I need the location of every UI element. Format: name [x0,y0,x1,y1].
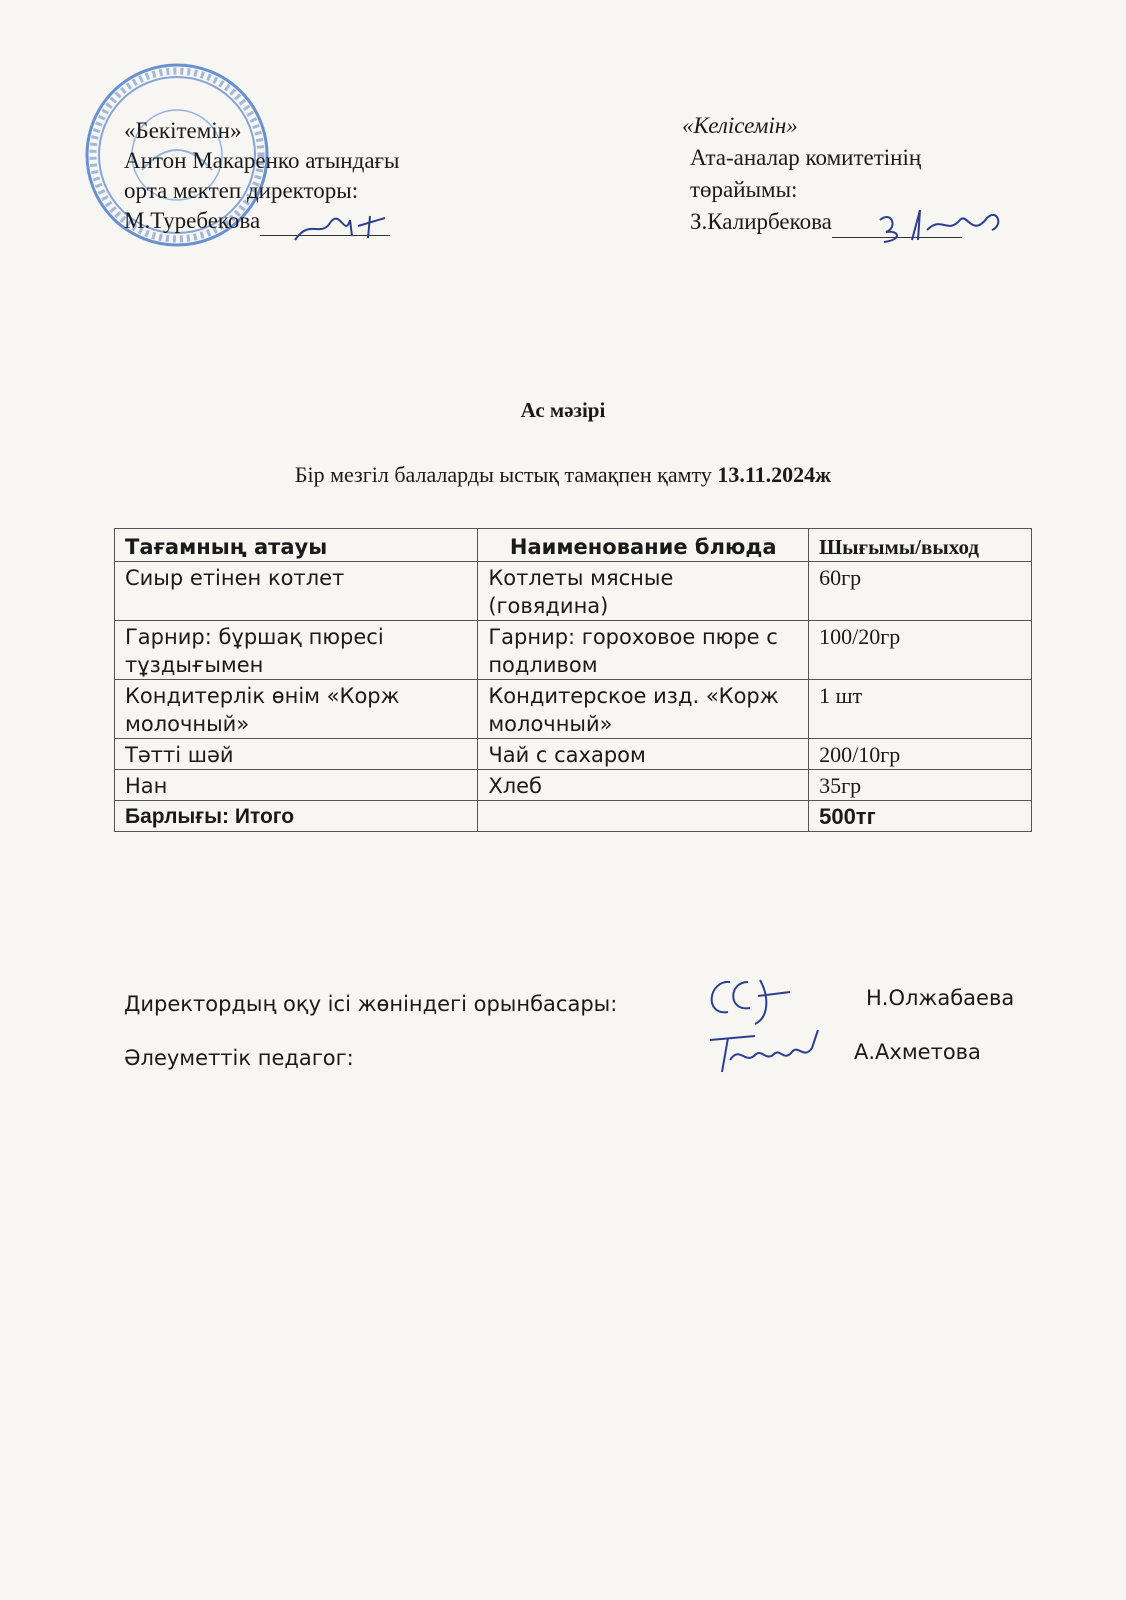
cell-output: 200/10гр [809,739,1032,770]
cell-kazakh-name: Нан [115,770,478,801]
table-row [115,562,1032,621]
cell-russian-name: Котлеты мясные (говядина) [478,562,809,621]
cell-kazakh-name: Тәтті шәй [115,739,478,770]
header-output: Шығымы/выход [809,529,1032,562]
document-subtitle [0,462,1126,488]
subtitle-date: 13.11.2024ж [717,462,832,487]
table-row [115,621,1032,680]
pedagog-name: А.Ахметова [854,1040,981,1064]
total-label: Барлығы: Итого [115,801,478,832]
deputy-signature-icon [700,968,795,1028]
cell-output: 60гр [809,562,1032,621]
pedagog-signature-icon [700,1020,830,1080]
header-kazakh-name: Тағамның атауы [115,529,478,562]
agreement-signer: З.Калирбекова [690,209,832,234]
cell-kazakh-name: Кондитерлік өнім «Корж молочный» [115,680,478,739]
cell-russian-name: Гарнир: гороховое пюре с подливом [478,621,809,680]
cell-output: 35гр [809,770,1032,801]
cell-kazakh-name: Гарнир: бұршақ пюресі тұздығымен [115,621,478,680]
approval-line-1: Антон Макаренко атындағы [124,148,400,173]
deputy-name: Н.Олжабаева [866,986,1015,1010]
cell-russian-name: Кондитерское изд. «Корж молочный» [478,680,809,739]
total-value: 500тг [809,801,1032,832]
agreement-heading: «Келісемін» [682,113,798,138]
table-header-row [115,529,1032,562]
total-empty-cell [478,801,809,832]
table-row [115,770,1032,801]
director-signature-icon [290,208,400,248]
agreement-line-2: төрайымы: [690,177,798,202]
header-russian-name: Наименование блюда [478,529,809,562]
table-row [115,739,1032,770]
menu-table [114,528,1032,832]
subtitle-text: Бір мезгіл балаларды ыстық тамақпен қамту [294,462,718,487]
pedagog-label: Әлеуметтік педагог: [124,1046,354,1070]
approval-heading: «Бекітемін» [124,118,242,143]
cell-output: 100/20гр [809,621,1032,680]
table-total-row [115,801,1032,832]
approval-line-2: орта мектеп директоры: [124,178,359,203]
agreement-line-1: Ата-аналар комитетінің [690,145,922,170]
cell-kazakh-name: Сиыр етінен котлет [115,562,478,621]
committee-signature-icon [872,200,1012,250]
document-title: Ас мәзірі [520,398,606,422]
table-row [115,680,1032,739]
cell-russian-name: Хлеб [478,770,809,801]
approval-signer: М.Туребекова [124,208,261,233]
deputy-label: Директордың оқу ісі жөніндегі орынбасары: [124,992,618,1016]
cell-output: 1 шт [809,680,1032,739]
cell-russian-name: Чай с сахаром [478,739,809,770]
